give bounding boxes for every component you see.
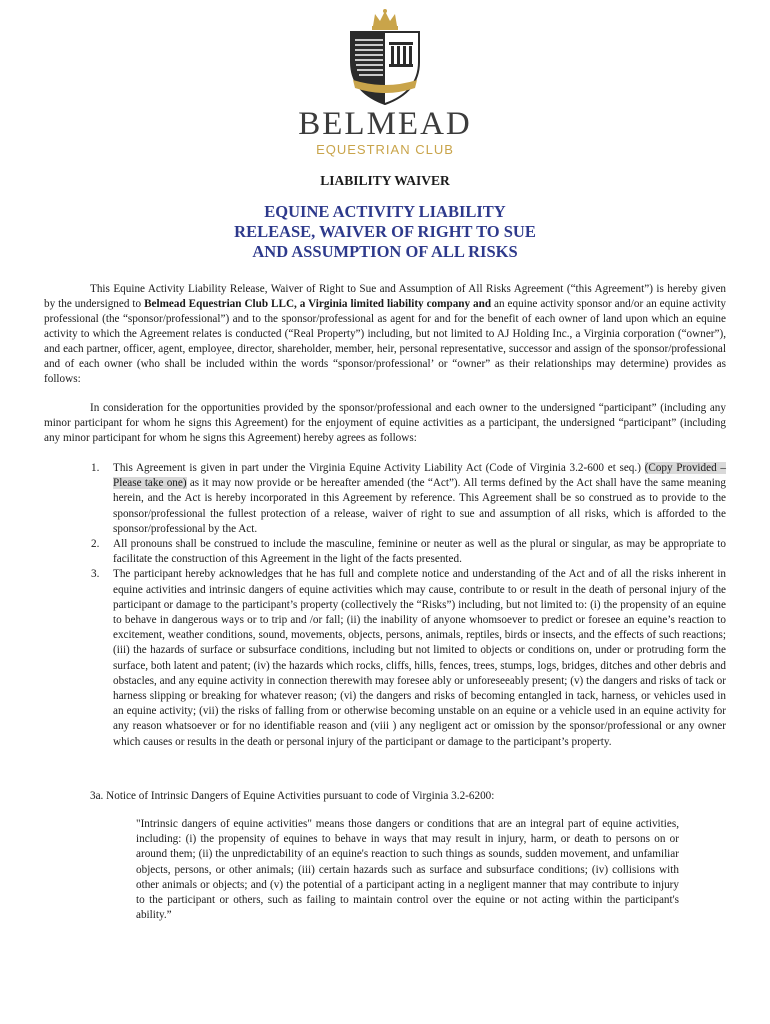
item-text: This Agreement is given in part under the Virginia Equine Activity Liability Act (Code of Virginia 3.2-600 et seq.) (113, 462, 645, 474)
title-line-2: RELEASE, WAIVER OF RIGHT TO SUE (234, 222, 536, 241)
list-item (44, 567, 726, 749)
consideration-paragraph: In consideration for the opportunities provided by the sponsor/professional and each owner to the undersigned “participant” (including any minor participant for whom he signs this Agreement) for the enjoyment of equine activities as a participant, the undersigned “participant” (including any minor participant for whom he signs this Agreement) hereby agrees as follows: (44, 402, 726, 444)
title-line-1: EQUINE ACTIVITY LIABILITY (264, 202, 506, 221)
intro-bold-party: Belmead Equestrian Club LLC, a Virginia limited liability company and (144, 298, 492, 310)
belmead-logo (0, 6, 770, 108)
intrinsic-dangers-quote: "Intrinsic dangers of equine activities" means those dangers or conditions that are an integral part of equine activities, including: (i) the propensity of equines to behave in ways that may result in injury, harm, or death to persons on or around them; (ii) the unpredictability of an equine's reaction to such things as sounds, sudden movement, and unfamiliar objects, persons, or other animals; (iii) certain hazards such as surface and subsurface conditions; (iv) collisions with other animals or objects; and (v) the potential of a participant acting in a negligent manner that may contribute to injury to the participant or others, such as failing to maintain control over the equine or not acting within the participant's ability.” (136, 818, 679, 922)
item-number: 2. (91, 538, 100, 551)
document-title (0, 202, 770, 262)
title-line-3: AND ASSUMPTION OF ALL RISKS (252, 242, 518, 261)
item-text: The participant hereby acknowledges that he has full and complete notice and understanding of the Act and of all the risks inherent in equine activities and intrinsic dangers of equine activities which may cause, contribute to or result in the death of personal injury of the participant or damage to the participant’s property (collectively the “Risks”) including, but not limited to: (i) the propensity of an equine to behave in dangerous ways or to trip and /or fall; (ii) the inability of anyone whomsoever to predict or foresee an equine’s reaction to excitement, weather conditions, sound, movements, objects, persons, animals, reptiles, birds or insects, and the effects of such reactions; (iii) the hazards of surface or subsurface conditions, including but not limited to objects or conditions on, under or protruding form the surface, both latent and patent; (iv) the hazards which rocks, cliffs, hills, fences, trees, stumps, logs, bridges, ditches and other debris and obstacles, and any equine activity in connection therewith may foresee ably or unforeseeably present; (v) the dangers and risks of tack or harness slipping or breaking for whatever reason; (vi) the dangers and risks of becoming entangled in tack, harness, or vehicles used in an equine activity; (vii) the risks of falling from or otherwise becoming unstable on an equine or a vehicle used in an equine activity for any reason whatsoever or for no identifiable reason and (viii ) any negligent act or omission by the sponsor/professional or any owner which causes or results in the death or personal injury of the participant or damage to the participant’s property. (113, 568, 726, 748)
agreement-items (44, 461, 726, 750)
item-number: 3. (91, 568, 100, 581)
item-number: 1. (91, 462, 100, 474)
section-3a-heading: 3a. Notice of Intrinsic Dangers of Equine Activities pursuant to code of Virginia 3.2-6200: (90, 790, 495, 802)
document-label: LIABILITY WAIVER (320, 173, 450, 188)
list-item (44, 537, 726, 567)
highlighted-note: (Copy Provided – Please take one) (113, 462, 726, 490)
brand-name: BELMEAD (298, 106, 472, 142)
intro-paragraph (44, 282, 726, 387)
crest-icon (339, 6, 431, 108)
brand-subtitle: EQUESTRIAN CLUB (316, 142, 454, 157)
list-item (44, 461, 726, 537)
intro-text-b: an equine activity sponsor and/or an equine activity professional (the “sponsor/professional”) and to the sponsor/professional as agent for and for the benefit of each owner of land upon which an equine activity to which the Agreement relates is conducted (“Real Property”) including, but not limited to AJ Holding Inc., a Virginia corporation (“owner”), and each partner, officer, agent, employee, director, shareholder, member, heir, personal representative, successor and assign of the sponsor/professional and of each owner (who shall be included within the words “sponsor/professional’ or “owner” as their relationships may determine) provides as follows: (44, 298, 726, 385)
intro-text-a: This Equine Activity Liability Release, Waiver of Right to Sue and Assumption of All Risks Agreement (“this Agreement”) is hereby given by the undersigned to (44, 283, 726, 310)
item-text-cont: as it may now provide or be hereafter amended (the “Act”). All terms defined by the Act shall have the same meaning herein, and the Act is hereby incorporated in this Agreement by reference. This Agreement shall be so construed as to provide to the sponsor/professional the fullest protection of a release, waiver of right to sue and assumption of all risks, which is afforded to the sponsor/professional by the Act. (113, 477, 726, 535)
item-text: All pronouns shall be construed to include the masculine, feminine or neuter as well as the plural or singular, as may be appropriate to facilitate the construction of this Agreement in the light of the facts presented. (113, 538, 726, 566)
